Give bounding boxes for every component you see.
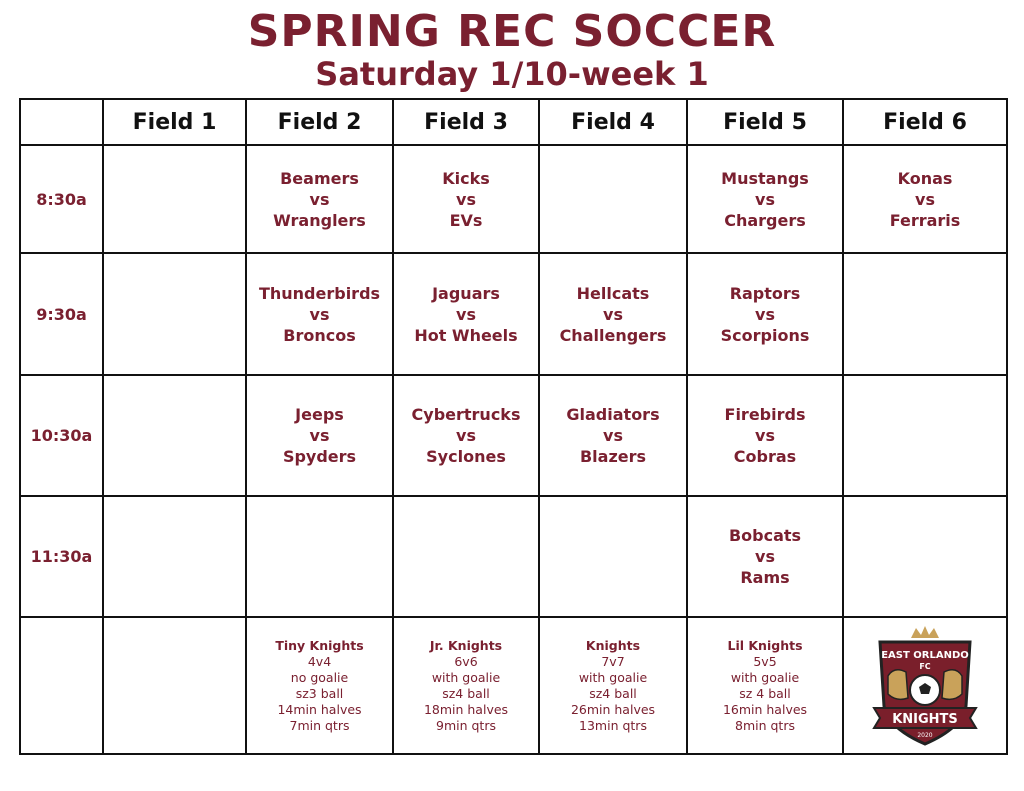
- away-team: Wranglers: [273, 210, 366, 230]
- away-team: Challengers: [559, 325, 667, 345]
- empty-slot: [843, 253, 1007, 375]
- schedule-table: [19, 98, 1008, 755]
- vs-label: vs: [603, 426, 623, 445]
- empty-slot: [20, 617, 103, 754]
- division-row: [20, 617, 1007, 754]
- division-rule: 7min qtrs: [289, 717, 350, 733]
- field-header: Field 2: [246, 99, 393, 145]
- division-info-lil-knights: [687, 617, 843, 754]
- empty-slot: [103, 496, 246, 617]
- empty-slot: [393, 496, 539, 617]
- home-team: Jaguars: [432, 283, 500, 303]
- time-row: [20, 375, 1007, 496]
- away-team: Broncos: [283, 325, 356, 345]
- time-cell: 10:30a: [20, 375, 103, 496]
- game-cell: [539, 375, 687, 496]
- game-cell: [393, 375, 539, 496]
- vs-label: vs: [755, 304, 775, 324]
- vs-label: vs: [309, 426, 330, 445]
- division-name: Jr. Knights: [429, 637, 503, 653]
- division-rule: with goalie: [431, 669, 501, 685]
- vs-label: vs: [456, 426, 476, 445]
- away-team: Scorpions: [720, 325, 810, 345]
- vs-label: vs: [309, 304, 330, 324]
- home-team: Hellcats: [576, 283, 650, 303]
- division-rule: sz4 ball: [589, 685, 637, 701]
- division-info-knights: [539, 617, 687, 754]
- division-info-tiny-knights: [246, 617, 393, 754]
- away-team: Rams: [740, 568, 790, 587]
- away-team: Chargers: [724, 210, 806, 230]
- logo-top-text: EAST ORLANDO: [881, 649, 969, 661]
- game-cell: [687, 375, 843, 496]
- away-team: Cobras: [733, 447, 797, 466]
- away-team: Ferraris: [889, 210, 961, 230]
- division-rule: 7v7: [601, 653, 625, 669]
- home-team: Bobcats: [728, 526, 802, 545]
- logo-fc-text: FC: [919, 661, 931, 671]
- division-rule: sz4 ball: [442, 685, 490, 701]
- division-rule: 4v4: [307, 653, 332, 669]
- time-row: [20, 253, 1007, 375]
- home-team: Konas: [897, 168, 953, 188]
- time-row: [20, 496, 1007, 617]
- division-rule: 5v5: [753, 653, 777, 669]
- home-team: Gladiators: [566, 405, 660, 424]
- division-rule: 14min halves: [277, 701, 362, 717]
- vs-label: vs: [755, 547, 775, 566]
- division-name: Lil Knights: [727, 637, 803, 653]
- home-team: Mustangs: [721, 168, 809, 188]
- time-cell: 8:30a: [20, 145, 103, 253]
- division-rule: 6v6: [454, 653, 478, 669]
- game-cell: [393, 145, 539, 253]
- empty-slot: [843, 375, 1007, 496]
- game-cell: [246, 145, 393, 253]
- header-row: [20, 99, 1007, 145]
- page-title: SPRING REC SOCCER: [247, 6, 777, 57]
- time-cell: 11:30a: [20, 496, 103, 617]
- away-team: Hot Wheels: [414, 325, 518, 345]
- empty-slot: [539, 145, 687, 253]
- away-team: Blazers: [579, 447, 647, 466]
- division-rule: no goalie: [290, 669, 349, 685]
- division-rule: sz3 ball: [295, 685, 344, 701]
- division-name: Knights: [585, 637, 641, 653]
- home-team: Thunderbirds: [258, 283, 381, 303]
- game-cell: [687, 145, 843, 253]
- vs-label: vs: [603, 304, 623, 324]
- game-cell: [539, 253, 687, 375]
- logo-banner-text: KNIGHTS: [892, 711, 958, 727]
- division-rule: 8min qtrs: [735, 717, 795, 733]
- field-header: Field 3: [393, 99, 539, 145]
- field-header: Field 6: [843, 99, 1007, 145]
- division-rule: 26min halves: [570, 701, 656, 717]
- home-team: Beamers: [280, 168, 359, 188]
- game-cell: [843, 145, 1007, 253]
- division-rule: 9min qtrs: [436, 717, 496, 733]
- vs-label: vs: [755, 189, 775, 209]
- away-team: Syclones: [426, 447, 506, 466]
- time-cell: 9:30a: [20, 253, 103, 375]
- away-team: Spyders: [282, 447, 357, 466]
- home-team: Jeeps: [295, 405, 344, 424]
- empty-slot: [103, 375, 246, 496]
- game-cell: [246, 253, 393, 375]
- division-rule: 18min halves: [423, 701, 509, 717]
- field-header: Field 4: [539, 99, 687, 145]
- time-row: [20, 145, 1007, 253]
- division-rule: sz 4 ball: [739, 685, 791, 701]
- empty-slot: [843, 496, 1007, 617]
- vs-label: vs: [456, 189, 476, 209]
- game-cell: [393, 253, 539, 375]
- vs-label: vs: [456, 304, 476, 324]
- division-rule: with goalie: [730, 669, 800, 685]
- game-cell: [246, 375, 393, 496]
- empty-slot: [539, 496, 687, 617]
- logo-year-text: 2020: [917, 731, 933, 739]
- home-team: Cybertrucks: [411, 405, 521, 424]
- vs-label: vs: [755, 426, 775, 445]
- home-team: Kicks: [442, 168, 490, 188]
- vs-label: vs: [309, 189, 330, 209]
- division-info-jr-knights: [393, 617, 539, 754]
- logo-cell: [843, 617, 1007, 754]
- corner-cell: [20, 99, 103, 145]
- game-cell: [687, 496, 843, 617]
- home-team: Raptors: [729, 283, 801, 303]
- empty-slot: [103, 253, 246, 375]
- field-header: Field 1: [103, 99, 246, 145]
- division-rule: 13min qtrs: [579, 717, 647, 733]
- vs-label: vs: [915, 189, 935, 209]
- division-rule: 16min halves: [722, 701, 808, 717]
- division-rule: with goalie: [578, 669, 648, 685]
- empty-slot: [103, 145, 246, 253]
- empty-slot: [246, 496, 393, 617]
- page-subtitle: Saturday 1/10-week 1: [315, 55, 709, 93]
- game-cell: [687, 253, 843, 375]
- division-name: Tiny Knights: [275, 637, 364, 653]
- empty-slot: [103, 617, 246, 754]
- home-team: Firebirds: [724, 405, 806, 424]
- away-team: EVs: [449, 210, 483, 230]
- club-logo-icon: [866, 624, 984, 748]
- field-header: Field 5: [687, 99, 843, 145]
